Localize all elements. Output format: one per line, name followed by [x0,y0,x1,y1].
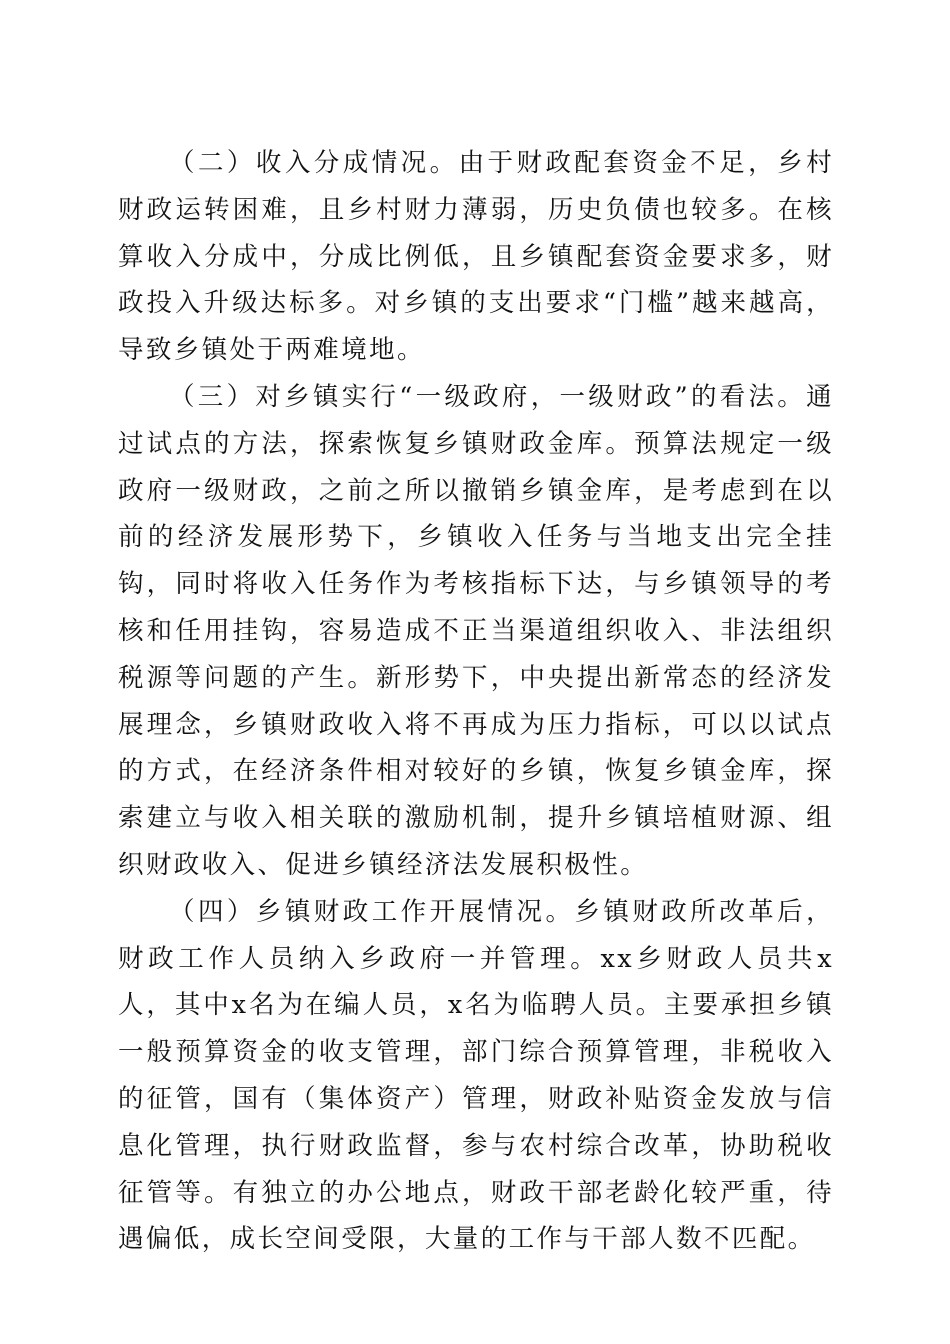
paragraph-township-finance-view: （三）对乡镇实行“一级政府，一级财政”的看法。通过试点的方法，探索恢复乡镇财政金库。预算法规定一级政府一级财政，之前之所以撤销乡镇金库，是考虑到在以前的经济发展形势下，乡镇收入任务与当地支出完全挂钩，同时将收入任务作为考核指标下达，与乡镇领导的考核和任用挂钩，容易造成不正当渠道组织收入、非法组织税源等问题的产生。新形势下，中央提出新常态的经济发展理念，乡镇财政收入将不再成为压力指标，可以以试点的方式，在经济条件相对较好的乡镇，恢复乡镇金库，探索建立与收入相关联的激励机制，提升乡镇培植财源、组织财政收入、促进乡镇经济法发展积极性。 [118,381,834,880]
paragraph-township-finance-work: （四）乡镇财政工作开展情况。乡镇财政所改革后，财政工作人员纳入乡政府一并管理。xx乡财政人员共x人，其中x名为在编人员，x名为临聘人员。主要承担乡镇一般预算资金的收支管理，部门综合预算管理，非税收入的征管，国有（集体资产）管理，财政补贴资金发放与信息化管理，执行财政监督，参与农村综合改革，协助税收征管等。有独立的办公地点，财政干部老龄化较严重，待遇偏低，成长空间受限，大量的工作与干部人数不匹配。 [118,896,834,1255]
paragraph-income-sharing: （二）收入分成情况。由于财政配套资金不足，乡村财政运转困难，且乡村财力薄弱，历史负债也较多。在核算收入分成中，分成比例低，且乡镇配套资金要求多，财政投入升级达标多。对乡镇的支出要求“门槛”越来越高，导致乡镇处于两难境地。 [118,148,834,366]
document-body [118,140,834,1263]
